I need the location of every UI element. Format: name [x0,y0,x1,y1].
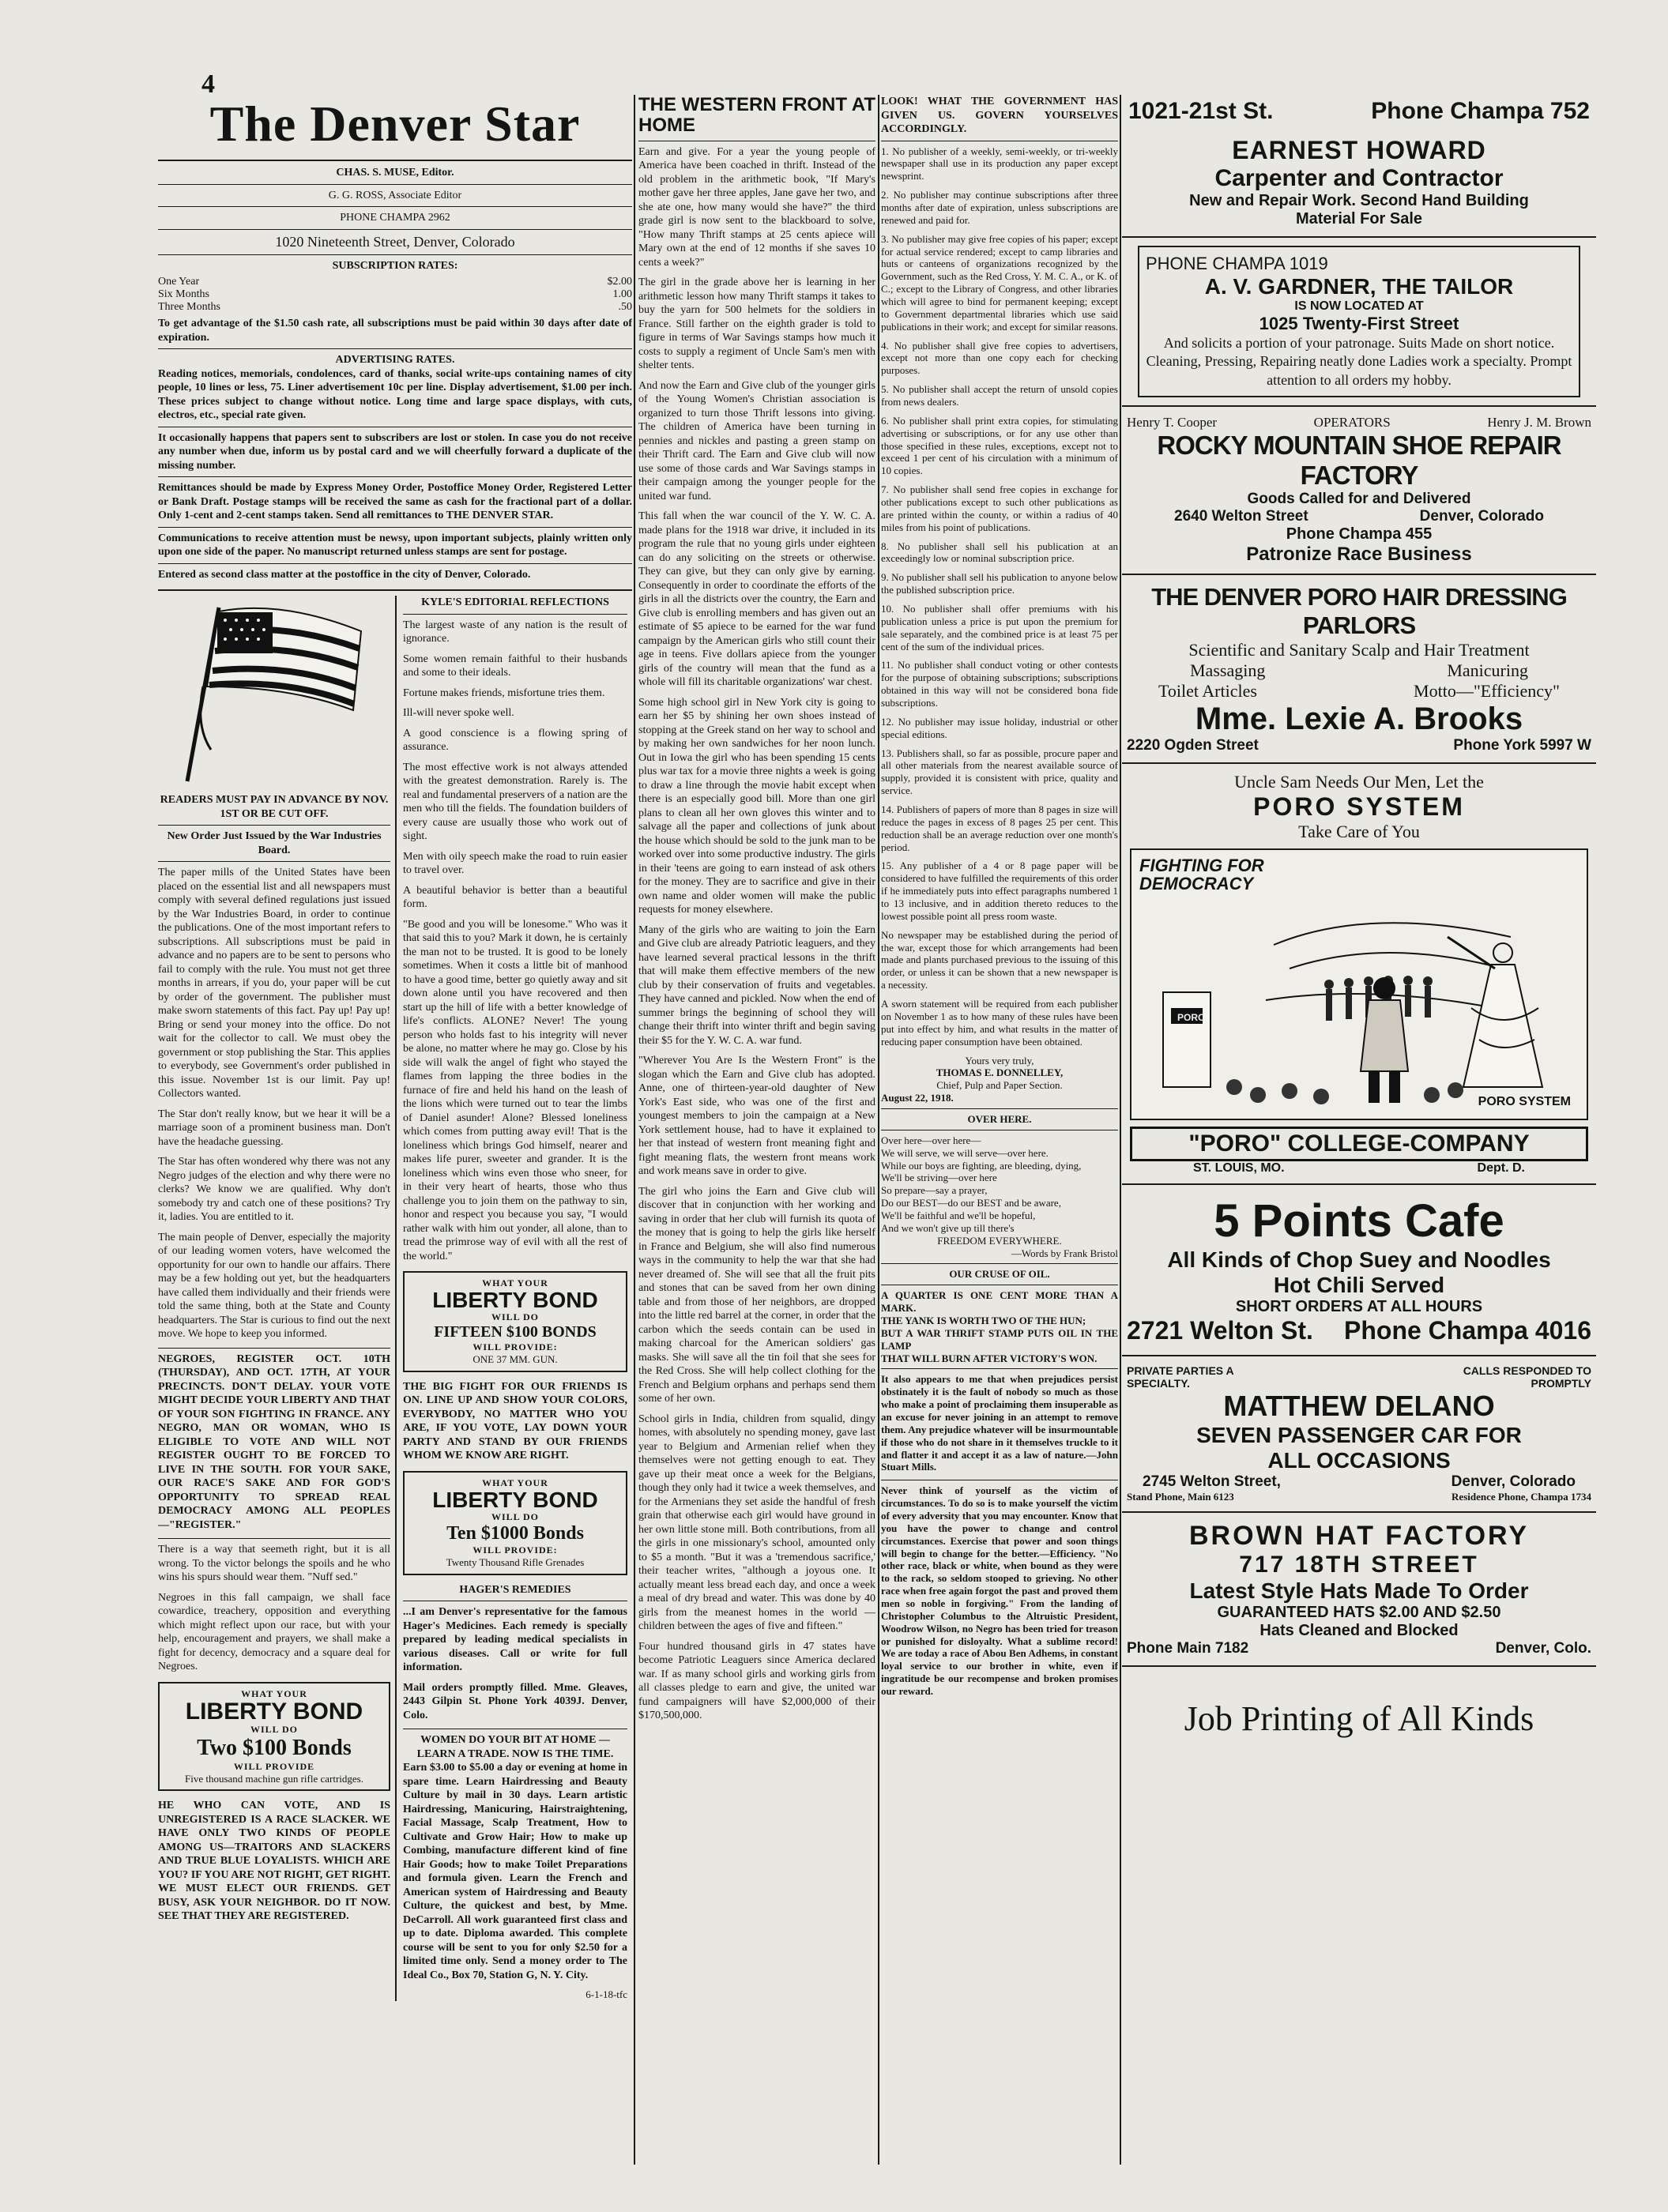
poro-phone: Phone York 5997 W [1453,737,1591,754]
howard-phone: Phone Champa 752 [1371,98,1590,124]
rule-item: 8. No publisher shall sell his publication at an exceedingly low or nominal subscription price. [881,540,1118,565]
col1-p2: The Star don't really know, but we hear it will be a marriage soon of a prominent business man. Don't have the headache guessing. [158,1108,390,1148]
kyle-item: A beautiful behavior is better than a beautiful form. [403,884,627,910]
kyle-item: The largest waste of any nation is the result of ignorance. [403,619,627,645]
left-column [158,95,632,2165]
women-heading: WOMEN DO YOUR BIT AT HOME —LEARN A TRADE. NOW IS THE TIME. [416,1734,614,1760]
bond-amount: FIFTEEN $100 BONDS [434,1323,597,1341]
cruse-line: THAT WILL BURN AFTER VICTORY'S WON. [881,1352,1098,1364]
soldier-illustration-icon [1131,850,1574,1115]
poro-illustration [1130,848,1588,1120]
shoe-phone: Phone Champa 455 [1286,525,1433,544]
western-front-para: Many of the girls who are waiting to join the Earn and Give club are already Patriotic leaguers, and they have learned several practical lessons in the thrift that will make them effective members of the new club by their conservation of fruits and vegetables. They have canned and pickled. Now when the end of summer brings the beginning of school they will change their thrift into winter thrift and begin saving their $5 for the Y. W. C. A. war fund. [638,924,875,1047]
rule-item: 11. No publisher shall conduct voting or other contests for the purpose of obtaining subscriptions; subscriptions obtained in this way will not be considered bona fide subscriptions. [881,659,1118,709]
poem-line: We will serve, we will serve—over here. [881,1146,1049,1159]
cafe-line2: Hot Chili Served [1273,1273,1445,1298]
poem-line: So prepare—say a prayer, [881,1184,988,1197]
rule-item: 6. No publisher shall print extra copies, for stimulating advertising or subscriptions, or for any use other than those specified in these rules, exceptions, except not to exceed 1 per cent of his circulation with a minimum of 10 copies. [881,414,1118,477]
letter-date: August 22, 1918. [881,1092,954,1104]
kyle-item: Some women remain faithful to their husbands and some to their ideals. [403,653,627,679]
poro-massaging: Massaging [1190,660,1266,681]
liberty-bond-ad [403,1271,627,1372]
bond-tail: WILL DO [250,1723,298,1735]
poem-line: FREEDOM EVERYWHERE. [937,1234,1062,1247]
gardner-text: And solicits a portion of your patronage. Suits Made on short notice. Cleaning, Pressing, Repairing neatly done Ladies work a specialty. Prompt attention to all orders my hobby. [1146,335,1572,388]
women-code: 6-1-18-tfc [585,1988,627,2001]
column-rule [878,95,879,2165]
poro-system-title: PORO SYSTEM [1253,792,1465,822]
shoe-called: Goods Called for and Delivered [1247,491,1471,508]
rate-term: One Year [158,276,200,288]
poem-line: Over here—over here— [881,1134,981,1146]
western-front-heading: THE WESTERN FRONT AT HOME [638,95,875,137]
column-rule [634,95,635,2165]
rule-item: 10. No publisher shall offer premiums with his publication unless a price is put upon the premium for sale separately, and the combined price is at least 75 per cent of the sum of the individual prices. [881,603,1118,653]
women-text: Earn $3.00 to $5.00 a day or evening at home in spare time. Learn Hairdressing and Beauty Culture by mail in 30 days. Learn artistic Hairdressing, Manicuring, Hairstraightening, Facial Massage, Scalp Treatment, How to Cultivate and Grow Hair; How to make up Combing, manufacture different kind of fine Hair Goods; how to make Toilet Preparations and formula given. Learn the French and American system of Hairdressing and Beauty Culture, the quickest and best, by Mme. DeCarroll. All work guaranteed first class and up to date. Diploma awarded. This complete course will be sent to you for only $2.50 for a limited time only. Send a money order to The Ideal Co., Box 70, Station G, N. Y. City. [403,1762,627,1981]
cafe-ad [1122,1190,1596,1350]
rate-term: Six Months [158,288,209,300]
poem-line: Do our BEST—do our BEST and be aware, [881,1197,1061,1209]
howard-line2: Material For Sale [1295,210,1423,228]
order-text: The paper mills of the United States have been placed on the essential list and all newspapers must comply with several defined regulations just issued by the War Industries Board, in order to continue the publications. One of the most important refers to subscriptions. All subscriptions must be paid in advance and no papers are to be sent to persons who fail to comply with the rule. You must not get three months in arrears, if you do, your paper will be cut by order of the government. The publisher must make sworn statements of this fact. Pay up! Pay up! Bring or send your money into the office. Do not wait for the collector to call. We must obey the government or stop publishing the Star. This applies to everybody, see Government's order published in this issue. November 1st is our limit. Pay up! Collectors wanted. [158,867,390,1100]
gardner-address: 1025 Twenty-First Street [1259,314,1459,333]
cruse-line: THE YANK IS WORTH TWO OF THE HUN; [881,1314,1086,1326]
delano-ad [1122,1361,1596,1507]
comm-note: Communications to receive attention must be newsy, upon important subjects, plainly written only upon one side of the paper. No manuscript returned unless stamps are sent for postage. [158,532,632,558]
poro-address: 2220 Ogden Street [1127,737,1259,754]
bond-provide: WILL PROVIDE [233,1760,315,1772]
bond-amount: Ten $1000 Bonds [446,1522,584,1544]
flag-icon [171,600,377,789]
rate-price: 1.00 [612,288,632,300]
delano-name: MATTHEW DELANO [1223,1390,1495,1423]
kyle-item: Men with oily speech make the road to ruin easier to travel over. [403,850,627,876]
poro-box-label: PORO [1177,1012,1206,1024]
bond-main: LIBERTY BOND [185,1698,363,1725]
rule-item: 3. No publisher may give free copies of his paper; except for actual service rendered; except to camp libraries and huts or canteens of organizations recognized by the Government, such as the Red Cross, Y. M. C. A., or K. of C.; except to the Library of Congress, and other libraries which will agree to bind for permanent keeping; except to Government departmental libraries which use said publications in their work; and except for similar reasons. [881,232,1118,333]
poem-line: And we won't give up till there's [881,1221,1015,1234]
cafe-phone: Phone Champa 4016 [1344,1316,1591,1345]
masthead-phone: PHONE CHAMPA 2962 [340,212,450,224]
cash-note: To get advantage of the $1.50 cash rate, all subscriptions must be paid within 30 days after date of expiration. [158,318,632,344]
western-front-para: The girl who joins the Earn and Give club will discover that in conjunction with her working and saving in order that her club will furnish its quota of the money that is going to help the girls like herself in France and Belgium, she will also find numerous ways in the community to help the war that she had never dreamed of. She will see that all the fruit pits and stones that can be saved from her own dining table and from those of her neighbors, are dropped into the little red barrel at the corner, in order that the carbon which the seeds contain can be used in making charcoal for the American soldiers' gas masks. She will save all the tin foil that she sees for the Red Cross. She will help collect clothing for the French and Belgium orphans and perhaps send them some of her own. [638,1185,875,1405]
poro-dept: Dept. D. [1477,1161,1525,1176]
rule-item: 12. No publisher may issue holiday, industrial or other special editions. [881,715,1118,740]
gardner-located: IS NOW LOCATED AT [1294,299,1424,313]
shoe-operator-right: Henry J. M. Brown [1487,415,1591,431]
col1-p5: There is a way that seemeth right, but it is all wrong. To the victor belongs the spoils and he who wins his spurs should wear them. "Nuff sed." [158,1544,390,1583]
shoe-operator-left: Henry T. Cooper [1127,415,1218,431]
prejudice-text: It also appears to me that when prejudices persist obstinately it is the fault of nobody so much as those who make a point of proclaiming them insuperable as an excuse for never joining in an attempt to remove them. Any prejudice whatever will be insurmountable if those who do not share in it themselves truckle to it and flatter it and accept it as a law of nature.—John Stuart Mills. [881,1373,1118,1473]
rule-item: 5. No publisher shall accept the return of unsold copies from news dealers. [881,383,1118,408]
bond-top: WHAT YOUR [241,1687,307,1699]
poem-credit: —Words by Frank Bristol [1011,1247,1118,1259]
bond-detail: Five thousand machine gun rifle cartridges. [185,1772,363,1785]
howard-address: 1021-21st St. [1128,98,1274,124]
kyle-item: The most effective work is not always attended with the greatest demonstration. Rarely is. The real and fundamental preservers of a nation are the men who till the fields. The foundation builders of every cause are usually those who work out of sight. [403,761,627,842]
poro-motto: Motto—"Efficiency" [1414,681,1560,702]
hat-address: 717 18TH STREET [1239,1552,1479,1578]
col1-p3: The Star has often wondered why there was not any Negro judges of the election and why there were no clerks? We know we are qualified. Why don't somebody try and catch one of these positions? Try it, ladies. You are entitled to it. [158,1156,390,1223]
poro-system-label: PORO SYSTEM [1478,1095,1571,1109]
western-front-para: Some high school girl in New York city is going to earn her $5 by shining her own shoes instead of stopping at the Greek stand on her way to school and by making her own sandwiches for her noon lunch. Out in Iowa the girl who has been spending 15 cents plus war tax for a movie three nights a week is going to draw a line through the movie habit except when there is an especially good bill. More than one girl plans to clean all her own gloves this winter and to salvage all the paper and collections of junk about the house which should be sold to the junk man to be worked over into some productive industry. The girls in their 'teens are going to earn instead of ask others for the money. They are to sacrifice and give in their own name and older women will make the public requests for money elsewhere. [638,696,875,916]
kyle-heading: KYLE'S EDITORIAL REFLECTIONS [421,596,609,608]
bond-main: LIBERTY BOND [432,1487,598,1512]
lost-note: It occasionally happens that papers sent to subscribers are lost or stolen. In case you do not receive any number when due, inform us by postal card and we will cheerfully forward a duplicate of the missing number. [158,431,632,472]
rates-table [158,276,632,314]
rule-item: 13. Publishers shall, so far as possible, procure paper and all other materials from the nearest available source of supply, provided it is consistent with price, quality and service. [881,747,1118,797]
shoe-name: ROCKY MOUNTAIN SHOE REPAIR FACTORY [1157,431,1561,491]
masthead-title: The Denver Star [209,96,581,152]
hat-name: BROWN HAT FACTORY [1188,1521,1529,1552]
rule-item: 15. Any publisher of a 4 or 8 page paper will be considered to have fulfilled the requirements of this order if he immediately puts into effect paragraphs numbered 1 to 13 inclusive, and in addition thereto reduces to the lowest possible point all press room waste. [881,860,1118,922]
shoe-slogan: Patronize Race Business [1246,544,1472,566]
poro-toilet: Toilet Articles [1158,681,1257,702]
editor-line: CHAS. S. MUSE, Editor. [336,167,454,179]
bond-amount: Two $100 Bonds [197,1735,352,1760]
signer-title: Chief, Pulp and Paper Section. [936,1079,1063,1092]
western-front-para: This fall when the war council of the Y. W. C. A. made plans for the 1918 war drive, it included in its program the rule that no young girls under eighteen can do any soliciting on the streets or otherwise. They can give, but they can only give by earning. Consequently in order to coordinate the efforts of the girls in all the districts over the country, the Earn and Give club is enrolling members and has given out an estimate of $5 apiece to be earned for the war fund campaign by the American girls who still count their age in teens. Five dollars apiece from the younger girls of the country will mean that the fund as a whole will fill its charitable organizations' war chest. [638,510,875,689]
kyle-item: Ill-will never spoke well. [403,707,514,719]
poro-system-line2: Take Care of You [1298,822,1420,842]
sign-off: Yours very truly, [965,1054,1034,1066]
liberty-bond-ad [403,1471,627,1575]
bond-tail: WILL DO [491,1311,539,1322]
masthead-address: 1020 Nineteenth Street, Denver, Colorado [275,233,515,250]
delano-city: Denver, Colorado [1451,1473,1576,1491]
col1-p4: The main people of Denver, especially the majority of our leading women voters, have welcomed the opportunity for our own to handle our affairs. There may be a few holding out yet, but the headquarters have called them individually and their friends were told the same thing, both at the State and County headquarters. The Star is curious to find out the next move. We hope to keep you informed. [158,1231,390,1340]
cafe-line3: SHORT ORDERS AT ALL HOURS [1235,1298,1483,1316]
remit-note: Remittances should be made by Express Money Order, Postoffice Money Order, Registered Letter or Bank Draft. Postage stamps will be received the same as cash for the fractional part of a dollar. Only 1-cent and 2-cent stamps taken. Send all remittances to THE DENVER STAR. [158,482,632,521]
poro-banner: FIGHTING FOR DEMOCRACY [1139,856,1264,894]
delano-address: 2745 Welton Street, [1143,1473,1281,1491]
bond-top: WHAT YOUR [482,1477,548,1488]
delano-stand-phone: Stand Phone, Main 6123 [1127,1491,1234,1503]
shoe-city: Denver, Colorado [1419,508,1544,525]
rule-item: 1. No publisher of a weekly, semi-weekly, or tri-weekly newspaper shall use in its production any paper except newsprint. [881,145,1118,182]
western-front-para: And now the Earn and Give club of the younger girls of the Young Women's Christian association is organized to turn those Thrift lessons into giving. The children of America have been turning in pennies and nickles and pasting a green stamp on their Thrift card. The Earn and Give club will now use some of those cards and War Savings stamps in their campaign among the younger people for the united war fund. [638,379,875,502]
bond-main: LIBERTY BOND [432,1288,598,1312]
cafe-line1: All Kinds of Chop Suey and Noodles [1167,1247,1551,1273]
kyle-item: A good conscience is a flowing spring of assurance. [403,727,627,753]
gardner-ad [1138,246,1580,397]
signer: THOMAS E. DONNELLEY, [936,1066,1064,1079]
order-heading: New Order Just Issued by the War Industries Board. [167,830,382,856]
rule-item: 14. Publishers of papers of more than 8 pages in size will reduce the pages in excess of 8 pages 25 per cent. This reduction shall be an average reduction over one month's period. [881,803,1118,853]
poem-line: We'll be faithful and we'll be hopeful, [881,1209,1036,1221]
rule-item: A sworn statement will be required from each publisher on November 1 as to how many of these rules have been put into effect by him, and what results in the matter of reducing paper consumption have been obtained. [881,998,1118,1048]
american-flag-illustration [158,596,390,793]
delano-line2: ALL OCCASIONS [1267,1448,1451,1473]
shoe-repair-ad [1122,412,1596,569]
rate-term: Three Months [158,301,220,313]
kyle-item: "Be good and you will be lonesome." Who was it that said this to you? Mark it down, he is certainly the man not to be trusted. It is good to be lonely sometimes. When it costs a little bit of manhood to have a good time, better go quietly away and sit down alone until you have recovered and then start up the hill of life with a better knowledge of life's conflicts. ALONE? Never! The young person who holds fast to his integrity will never be alone, no matter where he may go. Close by his side will walk the angel of fight who stayed the flames from lapping the three bodies in the furnace of fire and held his hand on the leash of the lions which were turned out to tear the limbs of Daniel asunder! Alone? Blessed loneliness which comes from putting away evil! That is the loneliness which brings God himself, nearer and makes life purer, sweeter and grander. It is the loneliness which wins even those who sneer, for in their very heart of hearts, those who thus challenge you to join them on the pathway to sin, honor and respect you because you say, "I would rather walk with him out yonder, all alone, than to tread the primrose way of evil with all the rest of the world." [403,918,627,1262]
kyle-item: Fortune makes friends, misfortune tries them. [403,687,605,699]
poro-parlors-sub: Scientific and Sanitary Scalp and Hair Treatment [1188,640,1530,660]
flag-caption: READERS MUST PAY IN ADVANCE BY NOV. 1ST OR BE CUT OFF. [160,794,389,820]
rates-title: SUBSCRIPTION RATES: [332,259,458,272]
hat-line2: GUARANTEED HATS $2.00 AND $2.50 [1217,1604,1501,1622]
poro-college: "PORO" COLLEGE-COMPANY [1130,1127,1588,1161]
shoe-operators: OPERATORS [1313,415,1391,431]
rule-item: 7. No publisher shall send free copies in exchange for other publications except to such other publications as are printed within the county, or within a radius of 40 miles from his point of publications. [881,483,1118,533]
register-notice: NEGROES, REGISTER OCT. 10TH (THURSDAY), AND OCT. 17TH, AT YOUR PRECINCTS. DON'T DELAY. YOUR VOTE MIGHT DECIDE YOUR LIBERTY AND THAT OF YOUR SON FIGHTING IN FRANCE. ANY NEGRO, MAN OR WOMAN, WHO IS ELIGIBLE TO VOTE AND WILL NOT REGISTER OUGHT TO BE FORCED TO LIVE IN THE SOUTH. FOR YOUR SAKE, OUR RACE'S SAKE AND FOR GOD'S OPPORTUNITY TO SPREAD REAL DEMOCRACY AMONG ALL PEOPLES—"REGISTER." [158,1352,390,1531]
rule-item: No newspaper may be established during the period of the war, except those for which arrangements had been made and plants purchased previous to the issuing of this order, or unless it can be shown that a new newspaper is a necessity. [881,928,1118,991]
western-front-para: "Wherever You Are Is the Western Front" is the slogan which the Earn and Give club has adopted. Anne, one of thirteen-year-old daughter of New York's East side, who was one of the first and youngest members to join the campaign at a New York settlement house, had to have it explained to her that instead of western front meaning fight and fight meaning flats, the western front means work and work means save in order to give. [638,1055,875,1178]
delano-line1: SEVEN PASSENGER CAR FOR [1196,1423,1522,1448]
poem-line: While our boys are fighting, are bleeding, dying, [881,1159,1082,1172]
bond-top: WHAT YOUR [482,1277,548,1288]
bond-detail: ONE 37 MM. GUN. [473,1353,558,1365]
western-front-para: The girl in the grade above her is learning in her arithmetic lesson how many Thrift stamps it takes to buy the yarn for 500 helmets for the soldiers in France. Still farther on the eighth grader is told to figure in terms of War Savings stamps how much it costs to supply a regiment of Uncle Sam's men with shelter tents. [638,276,875,372]
cafe-name: 5 Points Cafe [1214,1195,1504,1247]
western-front-column [638,95,875,2165]
shoe-address: 2640 Welton Street [1174,508,1308,525]
col1-p6: Negroes in this fall campaign, we shall face cowardice, treachery, opposition and everything which might reflect upon our race, but with your help, encouragement and prayers, we shall make a fight for decency, democracy and a square deal for Negroes. [158,1591,390,1672]
over-here-heading: OVER HERE. [967,1112,1032,1125]
slacker-notice: HE WHO CAN VOTE, AND IS UNREGISTERED IS A RACE SLACKER. WE HAVE ONLY TWO KINDS OF PEOPLE AMONG US—TRAITORS AND SLACKERS AND TRUE BLUE LOYALISTS. WHICH ARE YOU? IF YOU ARE NOT RIGHT, GET RIGHT. WE MUST ELECT OUR FRIENDS. GET BUSY, ASK YOUR NEIGHBOR. DO IT NOW. SEE THAT THEY ARE REGISTERED. [158,1800,390,1923]
cafe-address: 2721 Welton St. [1127,1316,1313,1345]
cruse-heading: OUR CRUSE OF OIL. [949,1268,1050,1281]
job-printing-ad: Job Printing of All Kinds [1184,1699,1534,1739]
liberty-bond-ad [158,1682,390,1792]
delano-res-phone: Residence Phone, Champa 1734 [1451,1491,1591,1503]
bond-provide: WILL PROVIDE: [473,1341,558,1352]
bond-tail: WILL DO [491,1510,539,1522]
howard-name: EARNEST HOWARD [1232,136,1486,164]
adv-text: Reading notices, memorials, condolences, card of thanks, social write-ups containing names of city people, 10 lines or less, 75. Liner advertisement 10c per line. Display advertisement, $1.00 per inch. These prices subject to change without notice. Long time and large space displays, with cuts, electros, etc., special rate given. [158,367,632,421]
hat-city: Denver, Colo. [1495,1640,1591,1657]
western-front-para: School girls in India, children from squalid, dingy homes, with absolutely no spending money, gave last year to Belgium and Armenian relief when they themselves were not getting enough to eat. They gave up their meat once a week for the Belgians, though they only had it twice a week themselves, and for the Armenians they set aside the handful of fresh grain that otherwise each girl would have ground in her own little stone mill. Both contributions, from all the girls in one missionary's school, amounted only to $5 a month. "But it was a 'tremendous sacrifice,' their teacher writes, "although a joyous one. It actually meant less bread each day, and once a week a meal of dry bread and water. This was done by 40 girls from the meanest homes in the world —children between the ages of five and fifteen." [638,1413,875,1633]
adv-title: ADVERTISING RATES. [335,354,455,366]
howard-ad [1122,95,1596,231]
bond-provide: WILL PROVIDE: [473,1544,558,1556]
ads-column [1122,95,1596,2165]
hager-text-2: Mail orders promptly filled. Mme. Gleaves, 2443 Gilpin St. Phone York 4039J. Denver, Colo. [403,1681,627,1721]
bond-detail: Twenty Thousand Rifle Grenades [446,1556,585,1568]
rule-item: 2. No publisher may continue subscriptions after three months after date of expiration, unless subscriptions are renewed and paid for. [881,189,1118,226]
rule-item: 9. No publisher shall sell his publication to anyone below the published subscription price. [881,571,1118,596]
hat-line1: Latest Style Hats Made To Order [1189,1578,1529,1604]
western-front-para: Earn and give. For a year the young people of America have been coached in thrift. Instead of the old problem in the arithmetic book, "If Mary's mother gave her three apples, Jane gave her two, and she ate one, how many would she have?" the third grade girl is now sent to the blackboard to solve, "How many Thrift stamps at 25 cents apiece will Mary own at the end of 12 months if she saves 10 cents a week?" [638,145,875,269]
poro-system-line1: Uncle Sam Needs Our Men, Let the [1234,772,1484,792]
cruse-line: A QUARTER IS ONE CENT MORE THAN A MARK. [881,1289,1118,1315]
gardner-phone: PHONE CHAMPA 1019 [1146,254,1328,273]
delano-left: PRIVATE PARTIES A SPECIALTY. [1127,1364,1234,1390]
hat-factory-ad [1122,1518,1596,1661]
assoc-editor-line: G. G. ROSS, Associate Editor [328,189,462,201]
page-number: 4 [201,70,215,99]
government-heading: LOOK! WHAT THE GOVERNMENT HAS GIVEN US. GOVERN YOURSELVES ACCORDINGLY. [881,96,1118,135]
hager-text: ...I am Denver's representative for the famous Hager's Medicines. Each remedy is specially prepared by leading medical specialists in various diseases. Call or write for full information. [403,1606,627,1674]
government-rules-column [881,95,1118,2165]
gardner-name: A. V. GARDNER, THE TAILOR [1204,274,1514,299]
never-think-text: Never think of yourself as the victim of circumstances. To do so is to make yourself the victim of every adversity that you may encounter. Know that you have the power to change and control circumstances. Exercise that power and soon things will begin to change for the better.—Efficiency. "No other race, black or white, when bound as they were to the rack, so seldom stooped to grieving. No other race when free again forgot the past and proved them men so noble in forgiving." From the landing of Christopher Columbus to the Altruistic President, Woodrow Wilson, no Negro has been tried for treason or punished for disloyalty. What a sublime record! We are today a race of Abou Ben Adhems, in constant loyal service to our brother in white, even if ingratitude be our recompense and broken promises our reward. [881,1484,1118,1698]
hat-phone: Phone Main 7182 [1127,1640,1249,1657]
western-front-para: Four hundred thousand girls in 47 states have become Patriotic Leaguers since America declared war. If as many school girls and working girls from all classes pledge to earn and give, the united war fund campaigners will have $2,000,000 of their $170,500,000. [638,1640,875,1722]
entered-note: Entered as second class matter at the postoffice in the city of Denver, Colorado. [158,568,531,581]
poro-parlors-ad [1122,580,1596,758]
poro-manicuring: Manicuring [1447,660,1528,681]
howard-trade: Carpenter and Contractor [1214,165,1504,191]
poro-owner: Mme. Lexie A. Brooks [1195,702,1523,737]
poro-city: ST. LOUIS, MO. [1193,1161,1285,1176]
poem-line: We'll be striving—over here [881,1172,997,1184]
rule-item: 4. No publisher shall give free copies to advertisers, except not more than one copy each for checking purposes. [881,339,1118,377]
poro-system-ad [1122,769,1596,1179]
delano-right: CALLS RESPONDED TO PROMPTLY [1463,1364,1591,1390]
poro-parlors-name: THE DENVER PORO HAIR DRESSING PARLORS [1151,583,1567,640]
hat-line3: Hats Cleaned and Blocked [1259,1622,1459,1640]
column-rule [1120,95,1121,2165]
hager-heading: HAGER'S REMEDIES [459,1583,571,1596]
cruse-line: BUT A WAR THRIFT STAMP PUTS OIL IN THE LAMP [881,1326,1118,1352]
rate-price: $2.00 [607,276,632,288]
rate-price: .50 [618,301,632,313]
howard-line1: New and Repair Work. Second Hand Building [1189,192,1529,209]
kyle-column [395,596,627,2001]
big-fight-notice: THE BIG FIGHT FOR OUR FRIENDS IS ON. LINE UP AND SHOW YOUR COLORS, EVERYBODY, NO MATTER WHO YOU ARE, IF YOU VOTE, LAY DOWN YOUR PARTY AND STAND BY OUR FRIENDS WHOM WE KNOW ARE RIGHT. [403,1380,627,1462]
